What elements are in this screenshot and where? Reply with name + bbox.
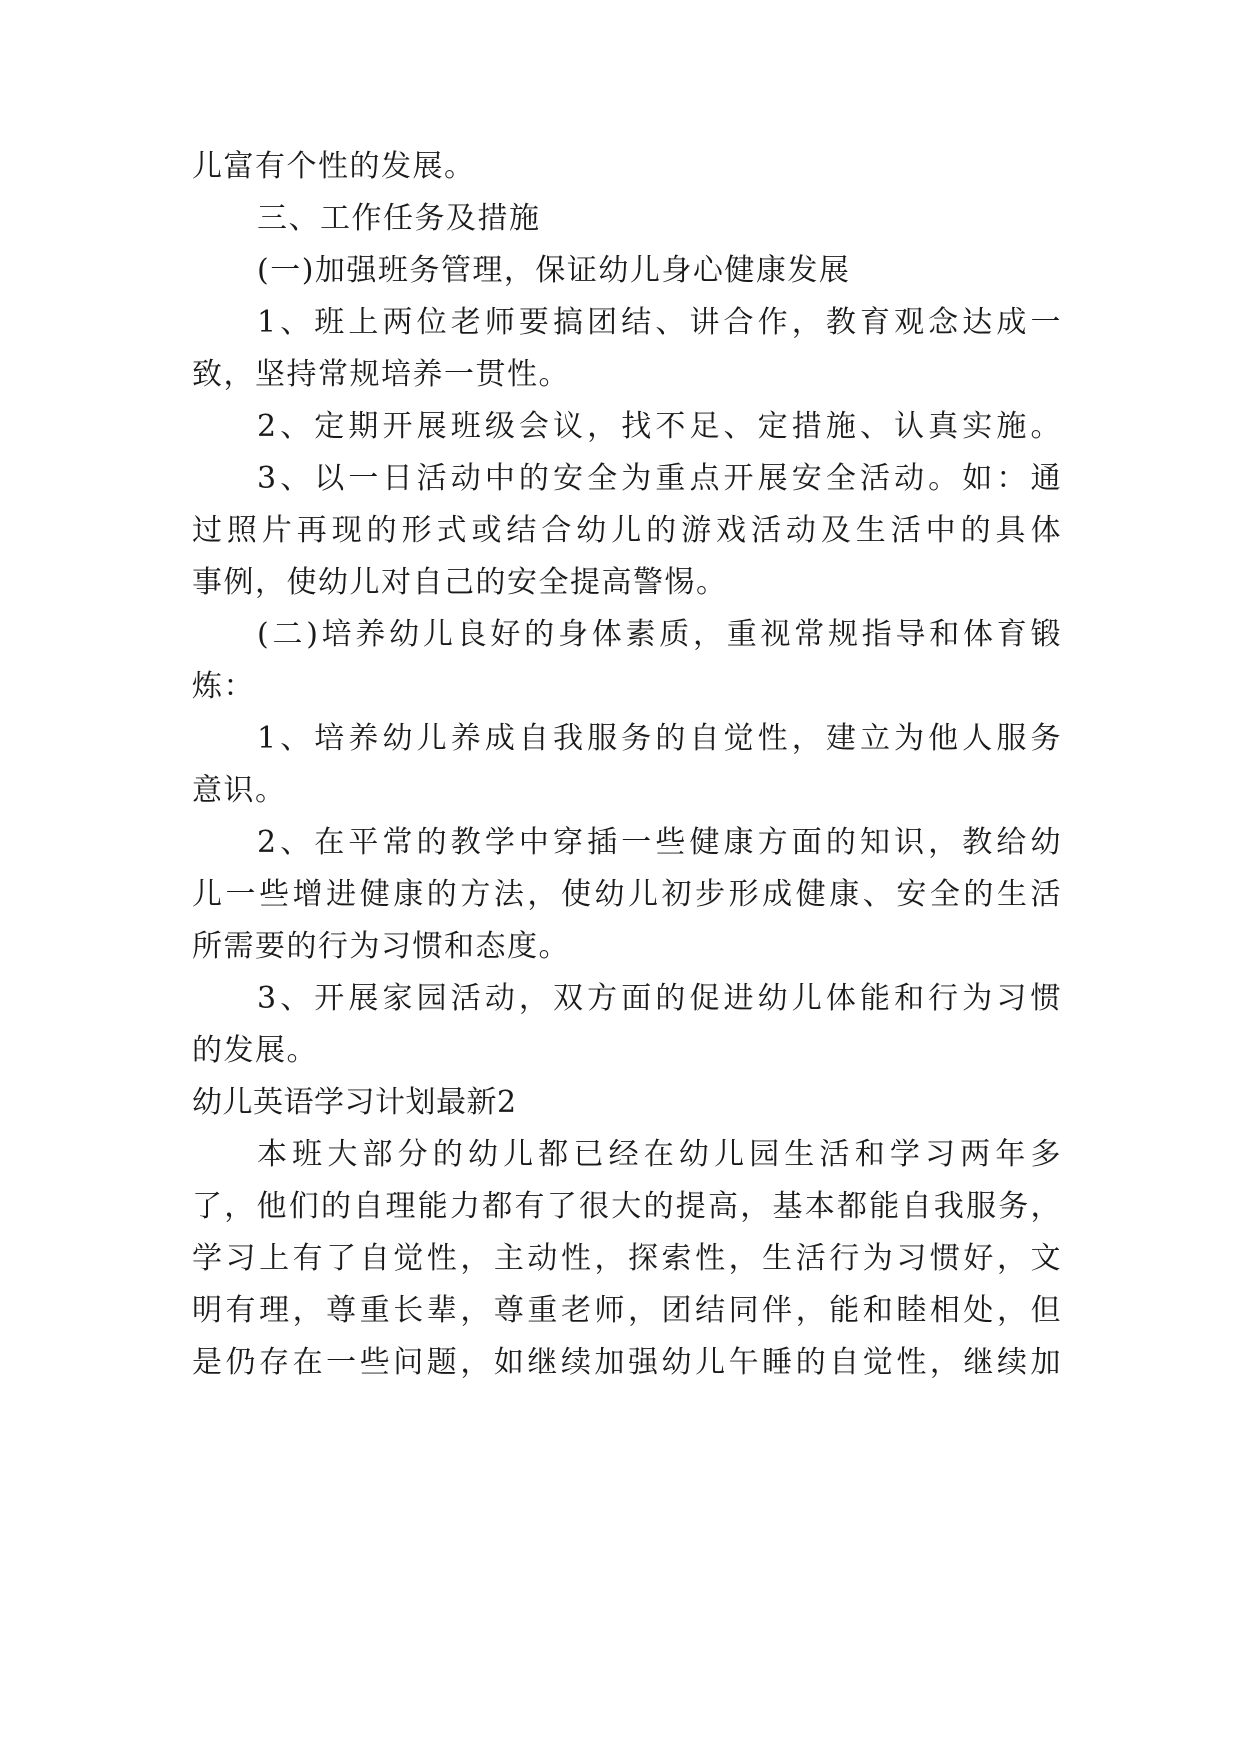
text-line: 事例，使幼儿对自己的安全提高警惕。 <box>192 565 728 600</box>
text-line: 1、培养幼儿养成自我服务的自觉性，建立为他人服务 <box>257 721 1062 756</box>
article-title: 幼儿英语学习计划最新2 <box>192 1085 517 1120</box>
text-line: 儿一些增进健康的方法，使幼儿初步形成健康、安全的生活 <box>192 877 1062 912</box>
text-line: 的发展。 <box>192 1033 318 1068</box>
subsection-heading: (二)培养幼儿良好的身体素质，重视常规指导和体育锻 <box>257 617 1062 652</box>
text-line: 意识。 <box>192 773 287 808</box>
text-line: 学习上有了自觉性，主动性，探索性，生活行为习惯好，文 <box>192 1241 1062 1276</box>
text-line: 3、开展家园活动，双方面的促进幼儿体能和行为习惯 <box>257 981 1062 1016</box>
text-line: 了，他们的自理能力都有了很大的提高，基本都能自我服务， <box>192 1189 1062 1224</box>
text-line: 2、在平常的教学中穿插一些健康方面的知识，教给幼 <box>257 825 1062 860</box>
text-line: 致，坚持常规培养一贯性。 <box>192 357 570 392</box>
text-line: 所需要的行为习惯和态度。 <box>192 929 570 964</box>
text-line: 过照片再现的形式或结合幼儿的游戏活动及生活中的具体 <box>192 513 1062 548</box>
text-line: 儿富有个性的发展。 <box>192 149 476 184</box>
text-line: 是仍存在一些问题，如继续加强幼儿午睡的自觉性，继续加 <box>192 1345 1062 1380</box>
text-line: 2、定期开展班级会议，找不足、定措施、认真实施。 <box>257 409 1062 444</box>
text-line: 炼： <box>192 669 255 704</box>
subsection-heading: (一)加强班务管理，保证幼儿身心健康发展 <box>257 253 851 288</box>
text-line: 明有理，尊重长辈，尊重老师，团结同伴，能和睦相处，但 <box>192 1293 1062 1328</box>
text-line: 3、以一日活动中的安全为重点开展安全活动。如：通 <box>257 461 1062 496</box>
section-heading: 三、工作任务及措施 <box>257 201 541 236</box>
text-line: 1、班上两位老师要搞团结、讲合作，教育观念达成一 <box>257 305 1062 340</box>
text-line: 本班大部分的幼儿都已经在幼儿园生活和学习两年多 <box>257 1137 1062 1172</box>
